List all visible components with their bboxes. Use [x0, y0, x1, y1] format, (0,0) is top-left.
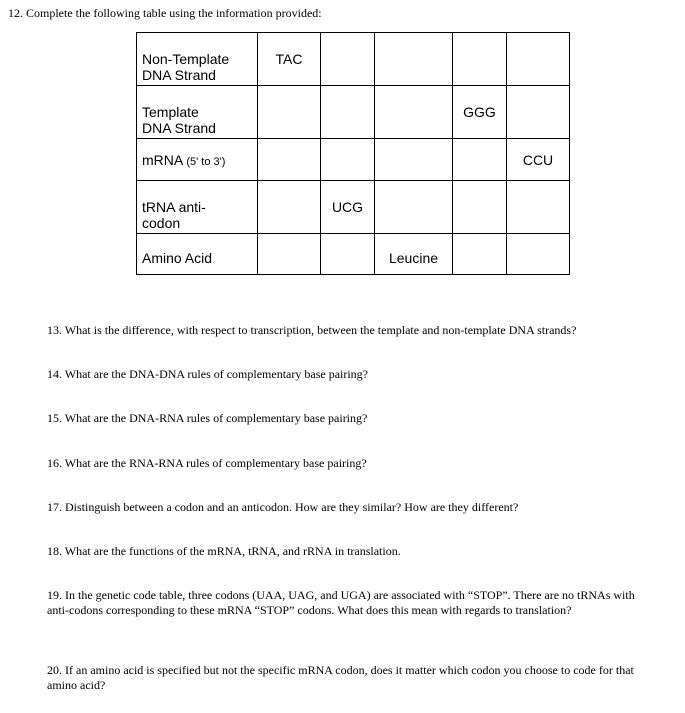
cell-nontemplate-4[interactable] — [453, 33, 507, 86]
cell-template-5[interactable] — [507, 86, 570, 139]
cell-value: CCU — [522, 152, 554, 168]
cell-nontemplate-2[interactable] — [321, 33, 375, 86]
row-header-amino — [137, 234, 258, 275]
row-header-template — [137, 86, 258, 139]
cell-amino-5[interactable] — [507, 234, 570, 275]
amino-label: Amino Acid — [142, 250, 213, 266]
table-row-nontemplate — [137, 33, 570, 86]
question-16: 16. What are the RNA-RNA rules of complementary base pairing? — [47, 456, 367, 470]
question-15: 15. What are the DNA-RNA rules of complementary base pairing? — [47, 411, 368, 425]
cell-template-2[interactable] — [321, 86, 375, 139]
table-row-amino — [137, 234, 570, 275]
question-12: 12. Complete the following table using the information provided: — [8, 6, 322, 20]
cell-mrna-1[interactable] — [258, 139, 321, 181]
table-row-template — [137, 86, 570, 139]
cell-amino-3[interactable] — [375, 234, 453, 275]
cell-mrna-5[interactable] — [507, 139, 570, 181]
cell-amino-2[interactable] — [321, 234, 375, 275]
nontemplate-label-line2: DNA Strand — [142, 67, 216, 83]
question-17: 17. Distinguish between a codon and an anticodon. How are they similar? How are they different? — [47, 500, 519, 514]
cell-nontemplate-3[interactable] — [375, 33, 453, 86]
question-13: 13. What is the difference, with respect to transcription, between the template and non-template DNA strands? — [47, 323, 577, 337]
trna-label-line2: codon — [142, 215, 181, 231]
cell-mrna-2[interactable] — [321, 139, 375, 181]
mrna-direction-note: (5' to 3') — [186, 156, 226, 168]
cell-template-1[interactable] — [258, 86, 321, 139]
question-20: 20. If an amino acid is specified but not the specific mRNA codon, does it matter which codon you choose to code for that amino acid? — [47, 663, 634, 692]
table-row-mrna — [137, 139, 570, 181]
cell-template-3[interactable] — [375, 86, 453, 139]
nontemplate-label-line1: Non-Template — [142, 51, 230, 67]
trna-label-line1: tRNA anti- — [142, 199, 206, 215]
row-header-mrna — [137, 139, 258, 181]
cell-amino-1[interactable] — [258, 234, 321, 275]
cell-value: TAC — [275, 51, 303, 67]
cell-amino-4[interactable] — [453, 234, 507, 275]
cell-nontemplate-1[interactable] — [258, 33, 321, 86]
cell-value: Leucine — [388, 250, 439, 266]
question-19: 19. In the genetic code table, three codons (UAA, UAG, and UGA) are associated with “STOP”. There are no tRNAs with anti-codons corresponding to these mRNA “STOP” codons. What does this mean with regards to translation? — [47, 588, 635, 617]
mrna-label: mRNA — [142, 152, 183, 168]
template-label-line2: DNA Strand — [142, 120, 216, 136]
cell-mrna-4[interactable] — [453, 139, 507, 181]
cell-template-4[interactable] — [453, 86, 507, 139]
question-18: 18. What are the functions of the mRNA, tRNA, and rRNA in translation. — [47, 544, 401, 558]
dna-table — [136, 32, 570, 275]
cell-trna-2[interactable] — [321, 181, 375, 234]
cell-trna-1[interactable] — [258, 181, 321, 234]
cell-trna-3[interactable] — [375, 181, 453, 234]
cell-mrna-3[interactable] — [375, 139, 453, 181]
cell-trna-5[interactable] — [507, 181, 570, 234]
row-header-trna — [137, 181, 258, 234]
row-header-nontemplate — [137, 33, 258, 86]
cell-value: UCG — [331, 199, 364, 215]
cell-nontemplate-5[interactable] — [507, 33, 570, 86]
cell-value: GGG — [463, 104, 496, 120]
template-label-line1: Template — [142, 104, 199, 120]
table-row-trna — [137, 181, 570, 234]
cell-trna-4[interactable] — [453, 181, 507, 234]
question-14: 14. What are the DNA-DNA rules of complementary base pairing? — [47, 367, 369, 381]
